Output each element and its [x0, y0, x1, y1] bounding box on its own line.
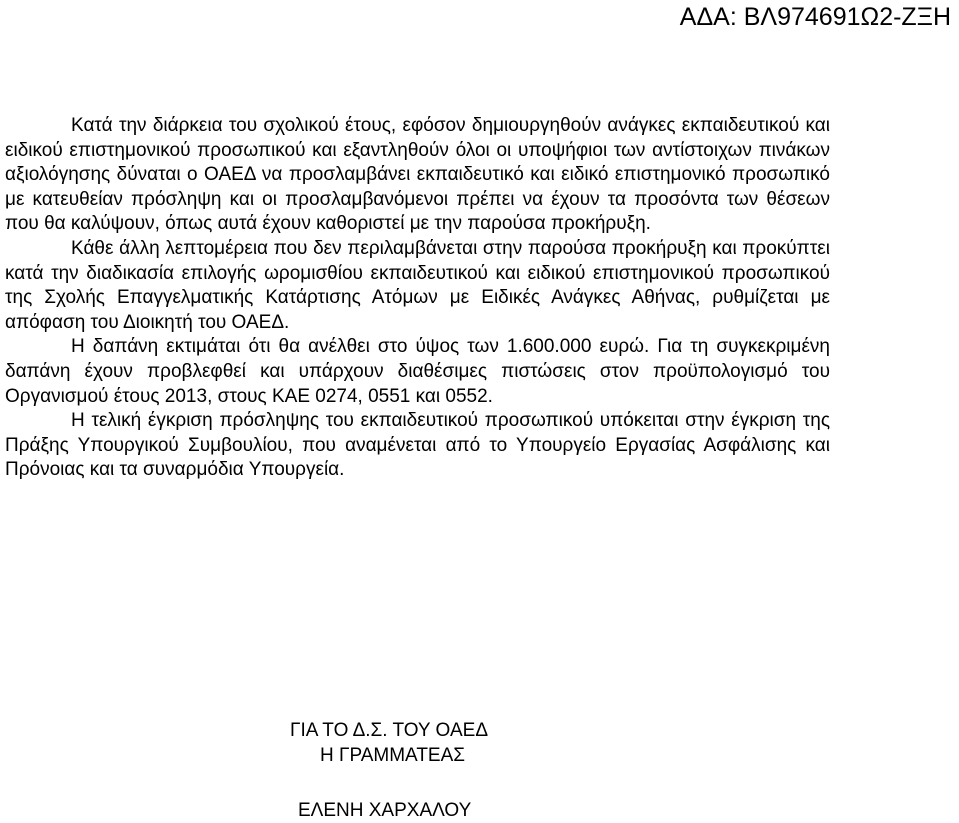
paragraph-approval: Η τελική έγκριση πρόσληψης του εκπαιδευτικού προσωπικού υπόκειται στην έγκριση της Πράξης Υπουργικού Συμβουλίου, που αναμένεται από το Υπουργείο Εργασίας Ασφάλισης και Πρόνοιας και τα συναρμόδια Υπουργεία. — [5, 410, 830, 481]
signature-secretary-line: Η ΓΡΑΜΜΑΤΕΑΣ — [320, 745, 466, 766]
signature-board-line: ΓΙΑ ΤΟ Δ.Σ. ΤΟΥ ΟΑΕΔ — [290, 720, 489, 741]
paragraph-details: Κάθε άλλη λεπτομέρεια που δεν περιλαμβάνεται στην παρούσα προκήρυξη και προκύπτει κατά την διαδικασία επιλογής ωρομισθίου εκπαιδευτικού και ειδικού επιστημονικού προσωπικού της Σχολής Επαγγελματικής Κατάρτισης Ατόμων με Ειδικές Ανάγκες Αθήνας, ρυθμίζεται με απόφαση του Διοικητή του ΟΑΕΔ. — [5, 237, 830, 333]
paragraph-recruitment: Κατά την διάρκεια του σχολικού έτους, εφόσον δημιουργηθούν ανάγκες εκπαιδευτικού και ειδικού επιστημονικού προσωπικού και εξαντληθούν όλοι οι υποψήφιοι των αντίστοιχων πινάκων αξιολόγησης δύναται ο ΟΑΕΔ να προσλαμβάνει εκπαιδευτικό και ειδικό επιστημονικό προσωπικό με κατευθείαν πρόσληψη και οι προσλαμβανόμενοι πρέπει να έχουν τα προσόντα των θέσεων που θα καλύψουν, όπως αυτά έχουν καθοριστεί με την παρούσα προκήρυξη. — [5, 115, 830, 235]
paragraph-expense: Η δαπάνη εκτιμάται ότι θα ανέλθει στο ύψος των 1.600.000 ευρώ. Για τη συγκεκριμένη δαπάνη έχουν προβλεφθεί και υπάρχουν διαθέσιμες πιστώσεις στον προϋπολογισμό του Οργανισμού έτους 2013, στους ΚΑΕ 0274, 0551 και 0552. — [5, 336, 830, 407]
signature-block — [290, 718, 488, 823]
ada-code: ΑΔΑ: ΒΛ974691Ω2-ΖΞΗ — [679, 3, 951, 31]
document-body — [5, 114, 830, 483]
signature-name: ΕΛΕΝΗ ΧΑΡΧΑΛΟΥ — [298, 800, 472, 821]
